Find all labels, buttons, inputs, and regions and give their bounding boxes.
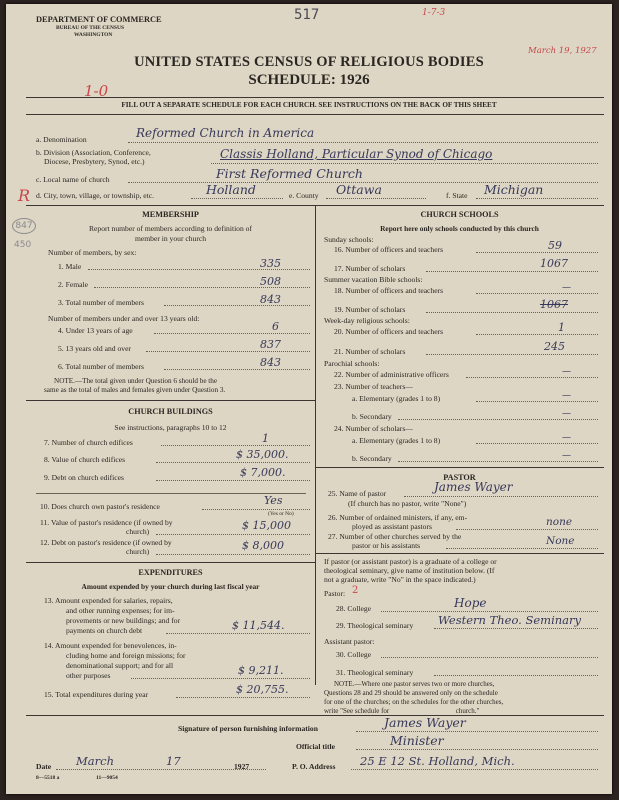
teachers-secondary-label: b. Secondary xyxy=(352,412,392,421)
weekday-officers-label: 20. Number of officers and teachers xyxy=(334,327,444,336)
local-name-value: First Reformed Church xyxy=(216,166,363,181)
total-members-sex-value: 843 xyxy=(260,293,281,306)
scholars-secondary-value: — xyxy=(562,451,571,461)
membership-intro-1: Report number of members according to definition of xyxy=(88,224,252,233)
summer-officers-value: — xyxy=(562,283,571,293)
county-label: e. County xyxy=(289,191,319,200)
pastor-note-3: for one of the churches; on the schedules for the other churches, xyxy=(324,698,504,706)
over-13-label: 5. 13 years old and over xyxy=(58,344,131,353)
summer-schools-label: Summer vacation Bible schools: xyxy=(324,275,423,284)
pastor-note-4: write "See schedule for church." xyxy=(324,707,480,715)
edifices-value: 1 xyxy=(262,432,269,445)
expense-14-line-1: 14. Amount expended for benevolences, in- xyxy=(44,641,177,650)
summer-scholars-value: 1067 xyxy=(540,298,568,311)
sunday-schools-label: Sunday schools: xyxy=(324,235,374,244)
admin-officers-label: 22. Number of administrative officers xyxy=(334,370,449,379)
date-received-note: March 19, 1927 xyxy=(528,46,597,56)
edifices-label: 7. Number of church edifices xyxy=(44,438,133,447)
date-day-value: 17 xyxy=(166,754,181,768)
assistant-ministers-value: none xyxy=(546,516,573,528)
female-value: 508 xyxy=(260,275,281,288)
total-members-age-value: 843 xyxy=(260,356,281,369)
under-13-value: 6 xyxy=(272,320,279,333)
assistant-ministers-label-1: 26. Number of ordained ministers, if any, em- xyxy=(328,513,468,522)
state-label: f. State xyxy=(446,191,468,200)
assistant-ministers-label-2: ployed as assistant pastors xyxy=(352,522,432,531)
other-churches-label-1: 27. Number of other churches served by the xyxy=(328,532,462,541)
census-schedule-document: DEPARTMENT OF COMMERCE BUREAU OF THE CENSUS WASHINGTON 517 1-7-3 March 19, 1927 1-0 UNITED STATES CENSUS OF RELIGIOUS BODIES SCHEDULE: 1926 FILL OUT A SEPARATE SCHEDULE FOR EACH CHURCH. SEE INSTRUCTIONS ON THE BACK OF THIS SHEET a. Denomination Reformed Church in America b. Division (Association, Conference, Diocese, Presbytery, Synod, etc.) Classis Holland, Particular Synod of Chicago c. Local name of church First Reformed Church R d. City, town, village, or township, etc. Holland e. County Ottawa f. State Michigan 847 450 MEMBERSHIP Report number of members according to definition of member in your church Number of members, by sex: 1. Male 335 2. Female 508 3. Total number of members 843 Number of members under and over 13 years old: 4. Under 13 years of age 6 5. 13 years old and over 837 6. Total number of members 843 NOTE.—The total given under Question 6 should be the same as the total of males and females given under Question 3. CHURCH BUILDINGS See instructions, paragraphs 10 to 12 7. Number of church edifices 1 8. Value of church edifices $ 35,000. 9. Debt on church edifices $ 7,000. 10. Does church own pastor's residence Yes (Yes or No) 11. Value of pastor's residence (if owned by church) $ 15,000 12. Debt on pastor's residence (if owned by church) $ 8,000 EXPENDITURES Amount expended by your church during last fiscal year 13. Amount expended for salaries, repairs, and other running expenses; for im- provements or new buildings; and for payments on church debt $ 11,544. 14. Amount expended for benevolences, in- cluding home and foreign missions; for denominational support; and for all other purposes $ 9,211. 15. Total expenditures during year $ 20,755. CHURCH SCHOOLS Report here only schools conducted by this church Sunday schools: 16. Number of officers and teachers 59 17. Number of scholars 1067 Summer vacation Bible schools: 18. Number of officers and teachers — 19. Number of scholars 1067 Week-day religious schools: 20. Number of officers and teachers 1 21. Number of scholars 245 Parochial schools: 22. Number of administrative officers — 23. Number of teachers— a. Elementary (grades 1 to 8) — b. Secondary — 24. Number of scholars— a. Elementary (grades 1 to 8) — b. Secondary — PASTOR 25. Name of pastor James Wayer (If church has no pastor, write "None") 26. Number of ordained ministers, if any, em- ployed as assistant pastors none 27. Number of other churches served by the pastor or his assistants None If pastor (or assistant pastor) is a graduate of a college or theological seminary, give name of institution below. (If not a graduate, write "No" in the space indicated.) Pastor: 2 28. College Hope 29. Theological seminary Western Theo. Seminary Assistant pastor: 30. College 31. Theological seminary NOTE.—Where one pastor serves two or more churches, Questions 28 and 29 should be answered only on the schedule for one of the churches; on the schedules for the other churches, write "See schedule for church." Signature of person furnishing information James Wayer Official title Minister Date March 17 1927 P. O. Address 25 E 12 St. Holland, Mich. 8—5518 a 11—9054 xyxy=(6,4,612,794)
pastor-college-value: Hope xyxy=(454,596,487,610)
expenditures-sub: Amount expended by your church during last fiscal year xyxy=(81,582,260,591)
residence-debt-value: $ 8,000 xyxy=(242,539,284,552)
graduate-instruction-1: If pastor (or assistant pastor) is a graduate of a college or xyxy=(324,557,497,566)
signature-value: James Wayer xyxy=(384,715,466,730)
residence-debt-label-2: church) xyxy=(126,547,150,556)
pencil-note-847: 847 xyxy=(12,218,36,234)
residence-value-label-1: 11. Value of pastor's residence (if owned by xyxy=(40,518,173,527)
teachers-elementary-value: — xyxy=(562,391,571,401)
po-address-value: 25 E 12 St. Holland, Mich. xyxy=(360,754,515,768)
buildings-sub: See instructions, paragraphs 10 to 12 xyxy=(114,423,227,432)
expense-13-line-2: and other running expenses; for im- xyxy=(66,606,175,615)
pastor-college-label: 28. College xyxy=(336,604,372,613)
weekday-schools-label: Week-day religious schools: xyxy=(324,316,410,325)
expense-14-line-4: other purposes xyxy=(66,671,111,680)
official-title-value: Minister xyxy=(390,733,444,748)
assistant-college-label: 30. College xyxy=(336,650,372,659)
division-value: Classis Holland, Particular Synod of Chicago xyxy=(220,147,493,161)
owns-residence-value: Yes xyxy=(264,494,283,507)
sunday-officers-label: 16. Number of officers and teachers xyxy=(334,245,444,254)
by-age-label: Number of members under and over 13 years old: xyxy=(48,314,200,323)
local-name-label: c. Local name of church xyxy=(36,175,110,184)
teachers-elementary-label: a. Elementary (grades 1 to 8) xyxy=(352,394,441,403)
over-13-value: 837 xyxy=(260,338,281,351)
expense-14-line-3: denominational support; and for all xyxy=(66,661,174,670)
instruction-line: FILL OUT A SEPARATE SCHEDULE FOR EACH CHURCH. SEE INSTRUCTIONS ON THE BACK OF THIS SHEET xyxy=(121,101,497,109)
county-value: Ottawa xyxy=(336,182,382,197)
sunday-scholars-value: 1067 xyxy=(540,257,568,270)
teachers-label: 23. Number of teachers— xyxy=(334,382,413,391)
date-month-value: March xyxy=(76,754,114,768)
male-value: 335 xyxy=(260,257,281,270)
expense-total-value: $ 20,755. xyxy=(236,683,289,696)
signature-label: Signature of person furnishing information xyxy=(178,724,318,733)
parochial-schools-label: Parochial schools: xyxy=(324,359,380,368)
membership-intro-2: member in your church xyxy=(134,234,207,243)
pastor-subheading: Pastor: xyxy=(324,589,346,598)
edifice-debt-label: 9. Debt on church edifices xyxy=(44,473,124,482)
scholars-elementary-label: a. Elementary (grades 1 to 8) xyxy=(352,436,441,445)
pastor-name-hint: (If church has no pastor, write "None") xyxy=(348,499,467,508)
margin-mark: R xyxy=(18,186,31,205)
membership-note-2: same as the total of males and females given under Question 3. xyxy=(44,386,226,394)
city-heading: WASHINGTON xyxy=(74,32,113,38)
form-number: 8—5518 a xyxy=(36,775,60,781)
denomination-label: a. Denomination xyxy=(36,135,87,144)
residence-debt-label-1: 12. Debt on pastor's residence (if owned by xyxy=(40,538,172,547)
summer-scholars-label: 19. Number of scholars xyxy=(334,305,406,314)
form-title: UNITED STATES CENSUS OF RELIGIOUS BODIES xyxy=(134,54,484,70)
print-number: 11—9054 xyxy=(96,775,118,781)
received-stamp-number: 517 xyxy=(294,7,320,23)
schools-sub: Report here only schools conducted by this church xyxy=(380,224,539,233)
expense-total-label: 15. Total expenditures during year xyxy=(44,690,149,699)
expense-13-value: $ 11,544. xyxy=(232,619,285,632)
total-members-sex-label: 3. Total number of members xyxy=(58,298,145,307)
male-label: 1. Male xyxy=(58,262,82,271)
schools-heading: CHURCH SCHOOLS xyxy=(420,210,499,219)
pastor-note-2: Questions 28 and 29 should be answered only on the schedule xyxy=(324,689,498,697)
sunday-officers-value: 59 xyxy=(548,239,562,252)
edifice-debt-value: $ 7,000. xyxy=(240,466,286,479)
other-churches-label-2: pastor or his assistants xyxy=(352,541,421,550)
assistant-pastor-subheading: Assistant pastor: xyxy=(324,637,375,646)
membership-heading: MEMBERSHIP xyxy=(142,210,199,219)
weekday-scholars-label: 21. Number of scholars xyxy=(334,347,406,356)
edifice-value-label: 8. Value of church edifices xyxy=(44,455,126,464)
weekday-officers-value: 1 xyxy=(558,321,565,334)
expense-13-line-4: payments on church debt xyxy=(66,626,143,635)
date-label: Date xyxy=(36,762,52,771)
division-label-2: Diocese, Presbytery, Synod, etc.) xyxy=(44,157,145,166)
admin-officers-value: — xyxy=(562,367,571,377)
edifice-value-value: $ 35,000. xyxy=(236,448,289,461)
po-address-label: P. O. Address xyxy=(292,762,336,771)
pastor-heading: PASTOR xyxy=(443,473,476,482)
scholars-secondary-label: b. Secondary xyxy=(352,454,392,463)
department-heading: DEPARTMENT OF COMMERCE xyxy=(36,15,162,24)
expense-14-line-2: cluding home and foreign missions; for xyxy=(66,651,186,660)
city-value: Holland xyxy=(206,182,256,197)
expense-14-value: $ 9,211. xyxy=(238,664,284,677)
residence-value-label-2: church) xyxy=(126,527,150,536)
scholars-elementary-value: — xyxy=(562,433,571,443)
by-sex-label: Number of members, by sex: xyxy=(48,248,137,257)
total-members-age-label: 6. Total number of members xyxy=(58,362,145,371)
expense-13-line-3: provements or new buildings; and for xyxy=(66,616,181,625)
division-label-1: b. Division (Association, Conference, xyxy=(36,148,151,157)
pastor-name-value: James Wayer xyxy=(434,480,513,494)
membership-note-1: NOTE.—The total given under Question 6 should be the xyxy=(54,377,218,385)
owns-residence-hint: (Yes or No) xyxy=(268,511,294,517)
summer-officers-label: 18. Number of officers and teachers xyxy=(334,286,444,295)
form-subtitle: SCHEDULE: 1926 xyxy=(248,72,370,88)
under-13-label: 4. Under 13 years of age xyxy=(58,326,133,335)
weekday-scholars-value: 245 xyxy=(544,340,565,353)
pastor-note-1: NOTE.—Where one pastor serves two or more churches, xyxy=(334,680,495,688)
owns-residence-label: 10. Does church own pastor's residence xyxy=(40,502,160,511)
other-churches-value: None xyxy=(546,535,575,547)
date-year-value: 1927 xyxy=(234,762,250,771)
graduate-instruction-3: not a graduate, write "No" in the space indicated.) xyxy=(324,575,476,584)
pencil-note-450: 450 xyxy=(14,240,32,250)
denomination-value: Reformed Church in America xyxy=(136,126,315,140)
assistant-seminary-label: 31. Theological seminary xyxy=(336,668,414,677)
state-value: Michigan xyxy=(484,182,544,197)
female-label: 2. Female xyxy=(58,280,88,289)
pastor-name-label: 25. Name of pastor xyxy=(328,489,387,498)
sunday-scholars-label: 17. Number of scholars xyxy=(334,264,406,273)
expense-13-line-1: 13. Amount expended for salaries, repairs, xyxy=(44,596,173,605)
residence-value-value: $ 15,000 xyxy=(242,519,291,532)
official-title-label: Official title xyxy=(296,742,336,751)
file-number: 1-7-3 xyxy=(422,8,446,18)
city-label: d. City, town, village, or township, etc. xyxy=(36,191,155,200)
scholars-label: 24. Number of scholars— xyxy=(334,424,413,433)
graduate-instruction-2: theological seminary, give name of institution below. (If xyxy=(324,566,495,575)
teachers-secondary-value: — xyxy=(562,409,571,419)
red-mark: 1-0 xyxy=(84,82,109,100)
bureau-heading: BUREAU OF THE CENSUS xyxy=(56,25,125,31)
pastor-seminary-value: Western Theo. Seminary xyxy=(438,613,582,627)
expenditures-heading: EXPENDITURES xyxy=(138,568,203,577)
buildings-heading: CHURCH BUILDINGS xyxy=(128,407,213,416)
pastor-seminary-label: 29. Theological seminary xyxy=(336,621,414,630)
